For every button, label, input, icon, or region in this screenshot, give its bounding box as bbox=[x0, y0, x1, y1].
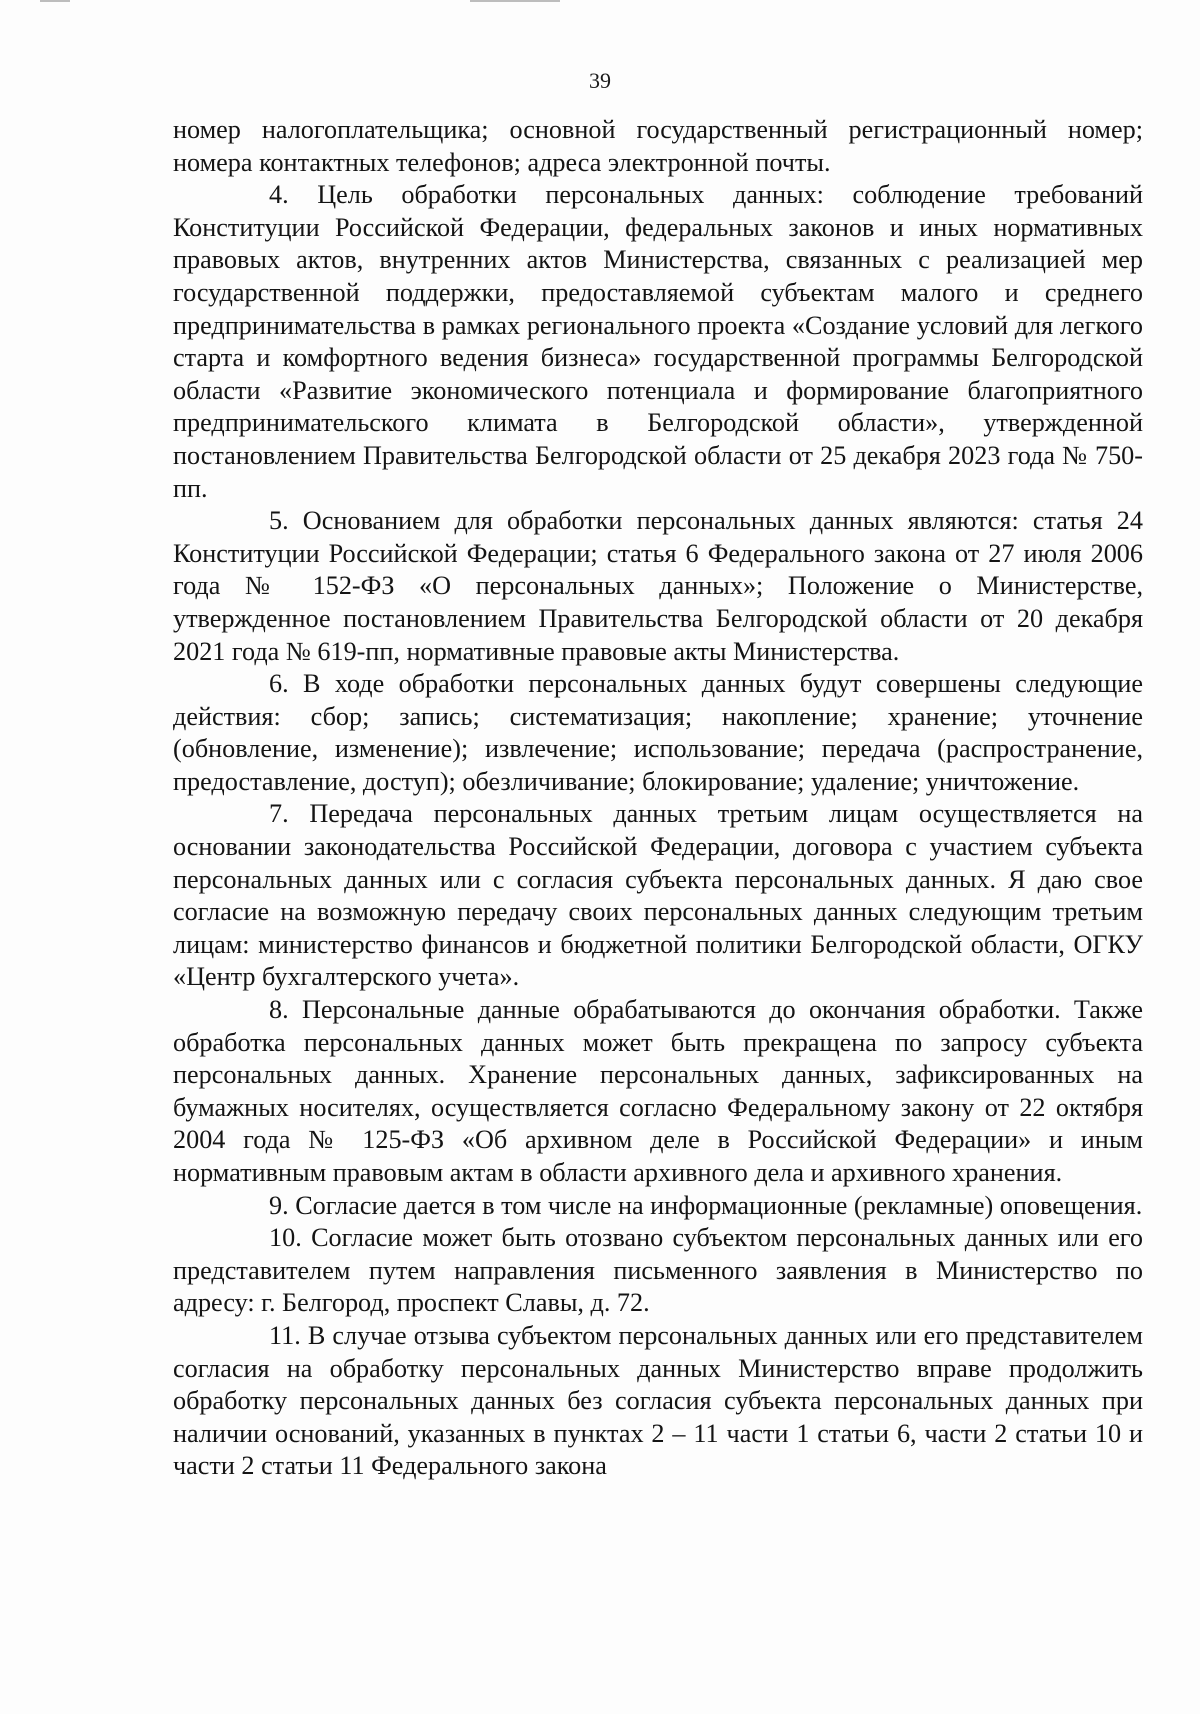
paragraph-10: 10. Согласие может быть отозвано субъектом персональных данных или его представителем путем направления письменного заявления в Министерство по адресу: г. Белгород, проспект Славы, д. 72. bbox=[173, 1223, 1143, 1318]
paragraph-5: 5. Основанием для обработки персональных данных являются: статья 24 Конституции Российской Федерации; статья 6 Федерального закона от 27 июля 2006 года № 152-ФЗ «О персональных данных»; Положение о Министерстве, утвержденное постановлением Правительства Белгородской области от 20 декабря 2021 года № 619-пп, нормативные правовые акты Министерства. bbox=[173, 506, 1143, 666]
scan-artifact bbox=[470, 0, 560, 2]
page-number: 39 bbox=[589, 68, 611, 93]
paragraph-1: номер налогоплательщика; основной государственный регистрационный номер; номера контактных телефонов; адреса электронной почты. bbox=[173, 115, 1143, 177]
paragraph-7: 7. Передача персональных данных третьим лицам осуществляется на основании законодательства Российской Федерации, договора с участием субъекта персональных данных или с согласия субъекта персональных данных. Я даю свое согласие на возможную передачу своих персональных данных следующим третьим лицам: министерство финансов и бюджетной политики Белгородской области, ОГКУ «Центр бухгалтерского учета». bbox=[173, 799, 1143, 992]
scan-artifact bbox=[40, 0, 70, 2]
paragraph-6: 6. В ходе обработки персональных данных будут совершены следующие действия: сбор; запись; систематизация; накопление; хранение; уточнение (обновление, изменение); извлечение; использование; передача (распространение, предоставление, доступ); обезличивание; блокирование; удаление; уничтожение. bbox=[173, 669, 1143, 796]
document-body bbox=[173, 114, 1143, 1483]
paragraph-9: 9. Согласие дается в том числе на информационные (рекламные) оповещения. bbox=[269, 1190, 1143, 1220]
paragraph-4: 4. Цель обработки персональных данных: соблюдение требований Конституции Российской Федерации, федеральных законов и иных нормативных правовых актов, внутренних актов Министерства, связанных с реализацией мер государственной поддержки, предоставляемой субъектам малого и среднего предпринимательства в рамках регионального проекта «Создание условий для легкого старта и комфортного ведения бизнеса» государственной программы Белгородской области «Развитие экономического потенциала и формирование благоприятного предпринимательского климата в Белгородской области», утвержденной постановлением Правительства Белгородской области от 25 декабря 2023 года № 750-пп. bbox=[173, 180, 1143, 503]
paragraph-8: 8. Персональные данные обрабатываются до окончания обработки. Также обработка персональных данных может быть прекращена по запросу субъекта персональных данных. Хранение персональных данных, зафиксированных на бумажных носителях, осуществляется согласно Федеральному закону от 22 октября 2004 года № 125-ФЗ «Об архивном деле в Российской Федерации» и иным нормативным правовым актам в области архивного дела и архивного хранения. bbox=[173, 995, 1143, 1187]
paragraph-11: 11. В случае отзыва субъектом персональных данных или его представителем согласия на обработку персональных данных Министерство вправе продолжить обработку персональных данных без согласия субъекта персональных данных при наличии оснований, указанных в пунктах 2 – 11 части 1 статьи 6, части 2 статьи 10 и части 2 статьи 11 Федерального закона bbox=[173, 1320, 1143, 1481]
